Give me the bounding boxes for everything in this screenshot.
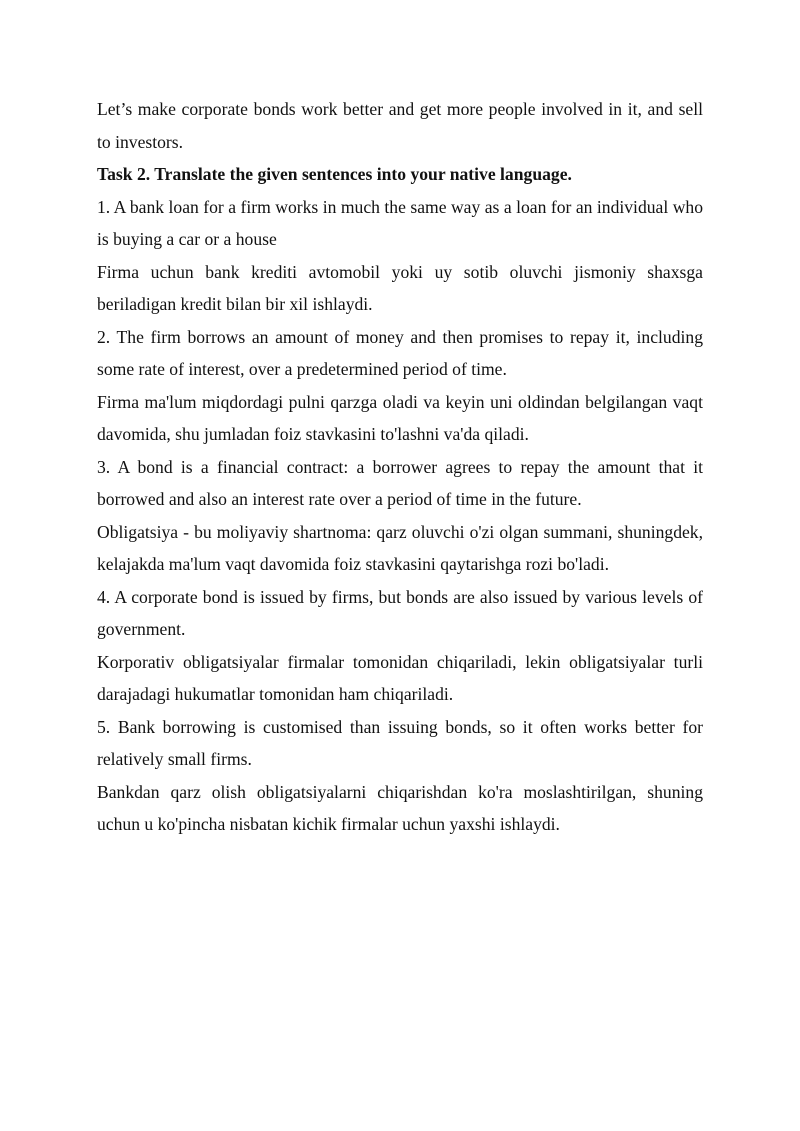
sentence-5-english: 5. Bank borrowing is customised than issuing bonds, so it often works better for relatively small firms. xyxy=(97,716,703,769)
sentence-1-translation: Firma uchun bank krediti avtomobil yoki uy sotib oluvchi jismoniy shaxsga beriladigan kredit bilan bir xil ishlaydi. xyxy=(97,261,703,314)
sentence-3-translation: Obligatsiya - bu moliyaviy shartnoma: qarz oluvchi o'zi olgan summani, shuningdek, kelajakda ma'lum vaqt davomida foiz stavkasini qaytarishga rozi bo'ladi. xyxy=(97,521,703,574)
sentence-5-translation: Bankdan qarz olish obligatsiyalarni chiqarishdan ko'ra moslashtirilgan, shuning uchun u ko'pincha nisbatan kichik firmalar uchun yaxshi ishlaydi. xyxy=(97,781,703,834)
sentence-4-english: 4. A corporate bond is issued by firms, but bonds are also issued by various levels of government. xyxy=(97,586,703,639)
sentence-2-english: 2. The firm borrows an amount of money and then promises to repay it, including some rate of interest, over a predetermined period of time. xyxy=(97,326,703,379)
sentence-4-translation: Korporativ obligatsiyalar firmalar tomonidan chiqariladi, lekin obligatsiyalar turli darajadagi hukumatlar tomonidan ham chiqariladi. xyxy=(97,651,703,704)
document-page xyxy=(97,93,703,841)
sentence-3-english: 3. A bond is a financial contract: a borrower agrees to repay the amount that it borrowed and also an interest rate over a period of time in the future. xyxy=(97,456,703,509)
intro-paragraph: Let’s make corporate bonds work better and get more people involved in it, and sell to investors. xyxy=(97,99,703,152)
sentence-1-english: 1. A bank loan for a firm works in much the same way as a loan for an individual who is buying a car or a house xyxy=(97,196,703,249)
task-heading: Task 2. Translate the given sentences into your native language. xyxy=(97,164,572,184)
sentence-2-translation: Firma ma'lum miqdordagi pulni qarzga oladi va keyin uni oldindan belgilangan vaqt davomida, shu jumladan foiz stavkasini to'lashni va'da qiladi. xyxy=(97,391,703,444)
